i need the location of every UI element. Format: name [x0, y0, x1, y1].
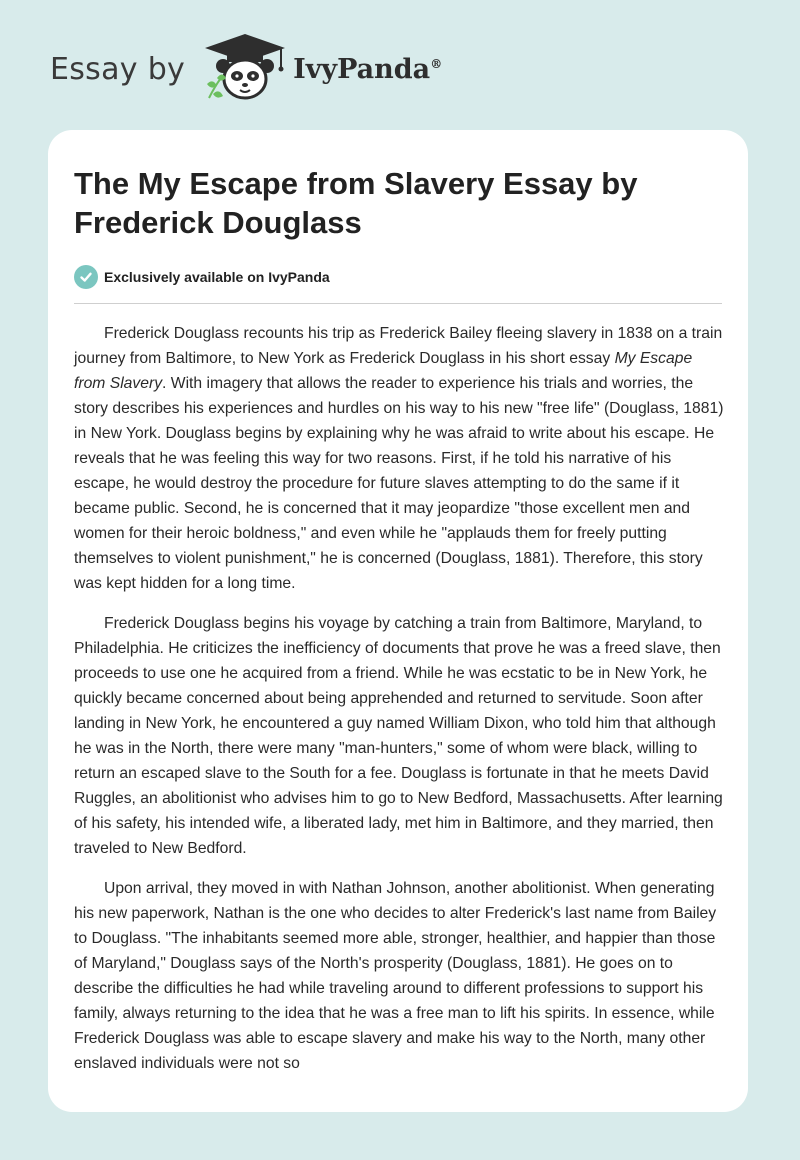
essay-by-label: Essay by: [50, 51, 186, 87]
paragraph-2: Frederick Douglass begins his voyage by catching a train from Baltimore, Maryland, to Philadelphia. He criticizes the inefficiency of documents that prove he was a freed slave, then proceeds to use one he acquired from a friend. While he was ecstatic to be in New York, he quickly became concerned about being apprehended and returned to servitude. Soon after landing in New York, he encountered a guy named William Dixon, who told him that although he was in the North, there were many "man-hunters," some of whom were black, willing to return an escaped slave to the South for a fee. Douglass is fortunate in that he meets David Ruggles, an abolitionist who advises him to go to New Bedford, Massachusetts. After learning of his safety, his intended wife, a liberated lady, met him in Baltimore, and they married, then traveled to New Bedford.: [74, 615, 723, 857]
essay-reference: My Escape from Slavery: [74, 350, 693, 392]
badge-text: Exclusively available on IvyPanda: [104, 269, 330, 285]
panda-graduate-icon[interactable]: [199, 32, 291, 107]
paragraph-3: Upon arrival, they moved in with Nathan Johnson, another abolitionist. When generating his new paperwork, Nathan is the one who decides to alter Frederick's last name from Bailey to Douglass. "The inhabitants seemed more able, stronger, healthier, and happier than those of Maryland," Douglass says of the North's prosperity (Douglass, 1881). He goes on to describe the difficulties he had while traveling around to different professions to support his family, always returning to the idea that he was a free man to lift his spirits. In essence, while Frederick Douglass was able to escape slavery and make his way to the North, many other enslaved individuals were not so: [74, 880, 717, 1072]
essay-body: [74, 321, 724, 1091]
registered-mark: ®: [430, 56, 443, 71]
paragraph-1: [74, 321, 724, 596]
paragraph-1-text-cont: . With imagery that allows the reader to experience his trials and worries, the story describes his experiences and hurdles on his way to his new "free life" (Douglass, 1881) in New York. Douglass begins by explaining why he was afraid to write about his escape. He reveals that he was feeling this way for two reasons. First, if he told his narrative of his escape, he would destroy the procedure for future slaves attempting to do the same if it became public. Second, he is concerned that it may jeopardize "those excellent men and women for their heroic boldness," and even while he "applauds them for freely putting themselves to violent punishment," he is concerned (Douglass, 1881). Therefore, this story was kept hidden for a long time.: [74, 375, 724, 592]
paragraph-1-text: Frederick Douglass recounts his trip as Frederick Bailey fleeing slavery in 1838 on a train journey from Baltimore, to New York as Frederick Douglass in his short essay: [74, 325, 723, 367]
brand-text: IvyPanda: [293, 53, 431, 85]
check-circle-icon: [74, 265, 98, 289]
site-header: [50, 34, 442, 104]
brand-name[interactable]: [293, 54, 442, 85]
exclusive-badge: [74, 265, 330, 289]
essay-title: The My Escape from Slavery Essay by Frederick Douglass: [74, 166, 638, 240]
divider: [74, 303, 722, 304]
essay-card: [48, 130, 748, 1112]
